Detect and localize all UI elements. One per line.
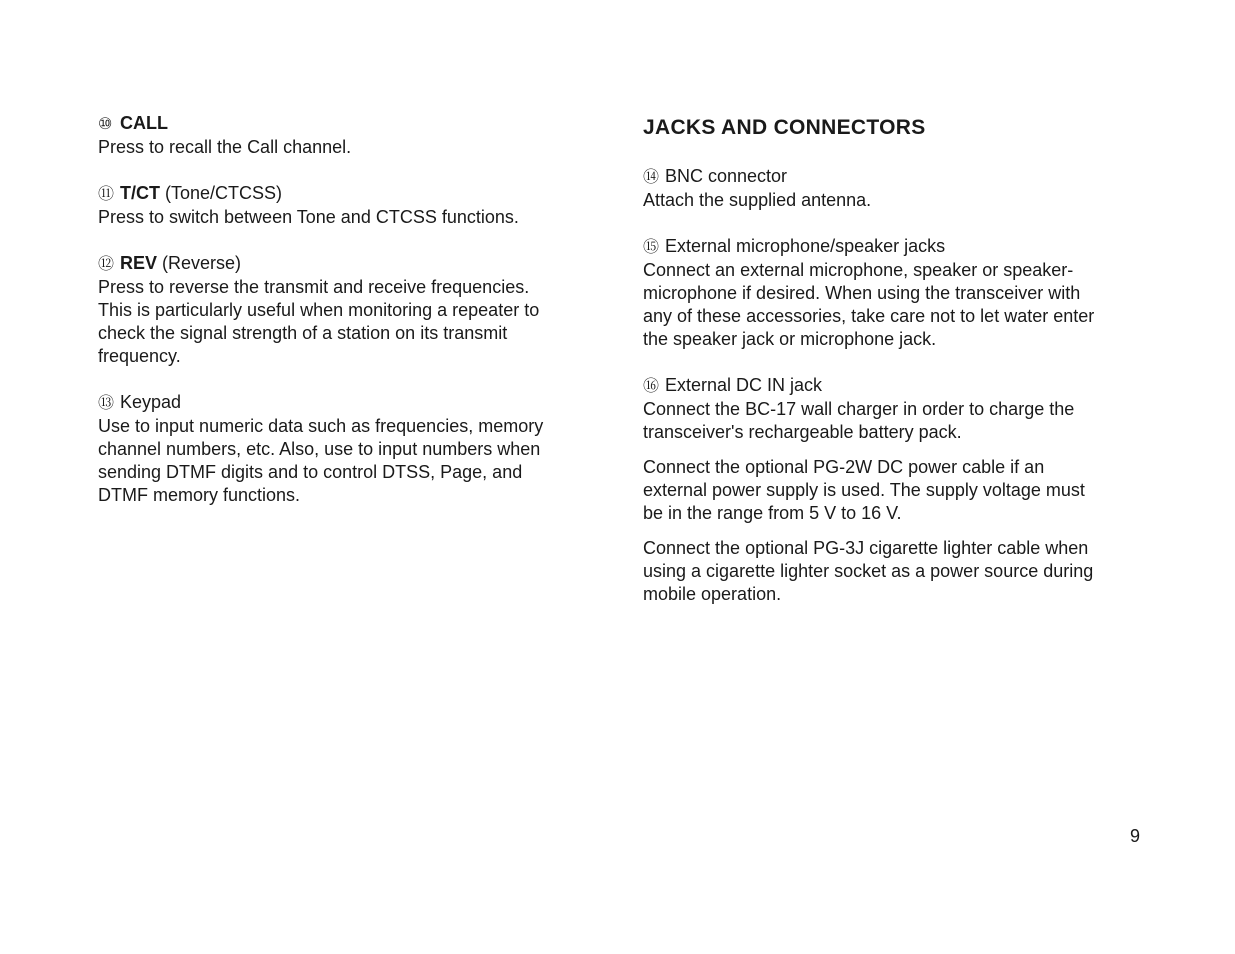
section-title: JACKS AND CONNECTORS [643,116,926,139]
item-keypad [98,391,598,507]
item-label: External microphone/speaker jacks [665,236,946,256]
key-description: (Reverse) [157,253,242,273]
left-column [98,112,598,530]
item-label: External DC IN jack [665,375,823,395]
item-text: Press to reverse the transmit and receive frequencies. This is particularly useful when monitoring a repeater to check the signal strength of a station on its transmit frequency. [98,277,540,366]
item-heading [98,112,598,136]
item-number: ⑩ [98,116,113,133]
item-heading [98,252,598,276]
item-bnc-connector [643,165,1153,212]
item-text: Use to input numeric data such as frequencies, memory channel numbers, etc. Also, use to input numbers when sending DTMF digits and to control DTSS, Page, and DTMF memory functions. [98,416,544,505]
item-text: Press to switch between Tone and CTCSS functions. [98,207,519,227]
key-name: CALL [120,113,168,133]
item-dc-in-jack [643,374,1153,606]
item-heading [643,165,1153,189]
item-call [98,112,598,159]
item-text: Connect the optional PG-2W DC power cable if an external power supply is used. The supply voltage must be in the range from 5 V to 16 V. [643,457,1085,523]
item-heading [643,235,1153,259]
item-heading [98,182,598,206]
item-heading [643,374,1153,398]
key-description: Keypad [120,392,182,412]
item-number: ⑫ [98,256,115,273]
item-text: Connect the optional PG-3J cigarette lighter cable when using a cigarette lighter socket as a power source during mobile operation. [643,538,1094,604]
item-tct [98,182,598,229]
item-rev [98,252,598,368]
item-number: ⑮ [643,239,660,256]
item-label: BNC connector [665,166,788,186]
item-heading [98,391,598,415]
page-number: 9 [1130,826,1141,846]
item-number: ⑪ [98,186,115,203]
key-name: REV [120,253,158,273]
right-column [643,112,1153,629]
item-text: Attach the supplied antenna. [643,190,872,210]
key-name: T/CT [120,183,160,203]
item-number: ⑭ [643,169,660,186]
item-text: Press to recall the Call channel. [98,137,352,157]
item-mic-speaker-jacks [643,235,1153,351]
item-number: ⑯ [643,378,660,395]
item-number: ⑬ [98,395,115,412]
item-text: Connect the BC-17 wall charger in order to charge the transceiver's rechargeable battery pack. [643,399,1075,442]
item-text: Connect an external microphone, speaker or speaker- microphone if desired. When using the transceiver with any of these accessories, take care not to let water enter the speaker jack or microphone jack. [643,260,1095,349]
key-description: (Tone/CTCSS) [160,183,283,203]
